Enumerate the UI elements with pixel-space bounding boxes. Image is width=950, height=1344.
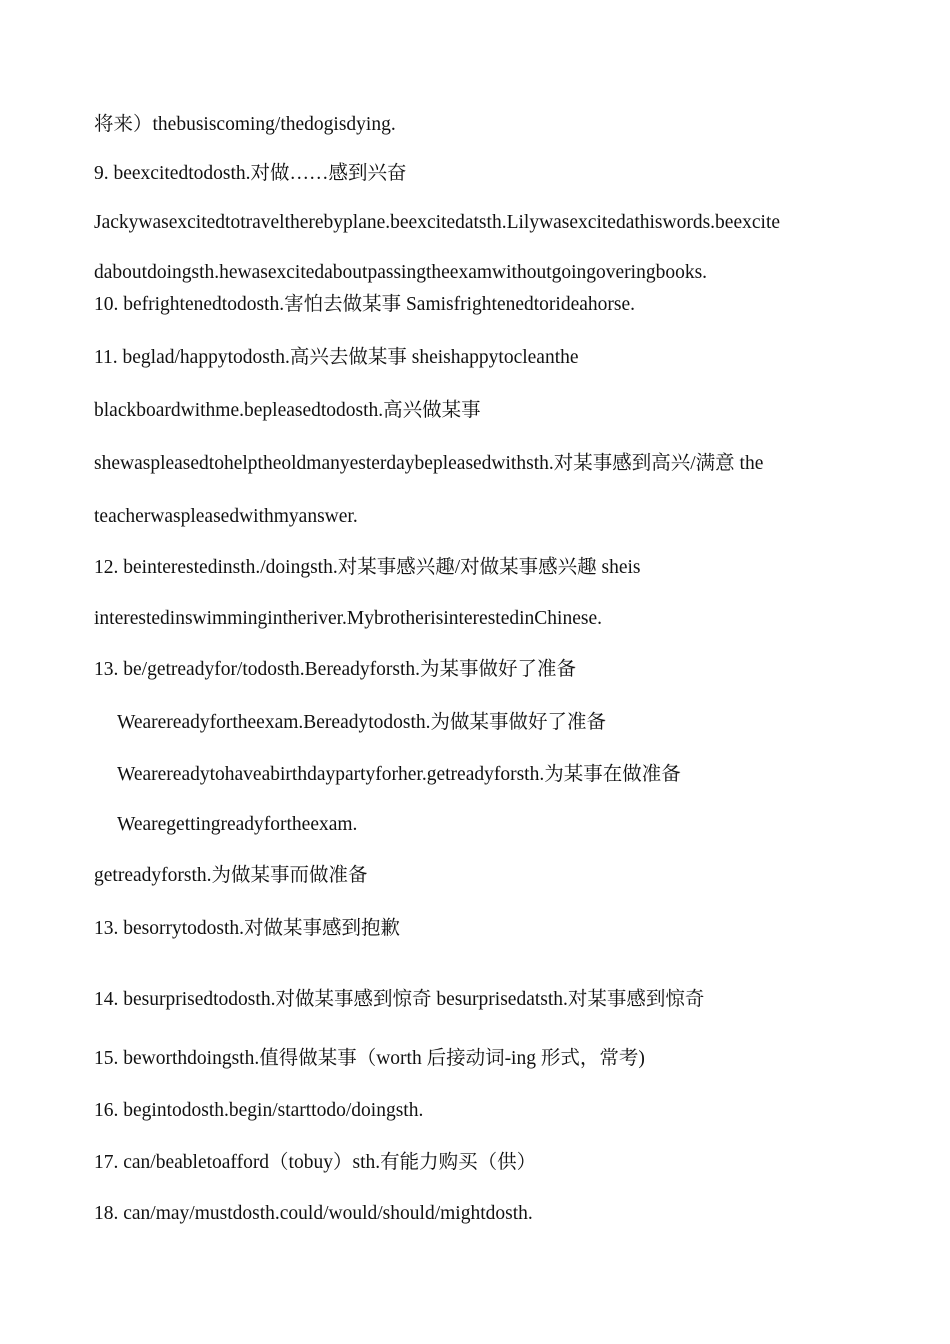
example-line: Wearereadyfortheexam.Bereadytodosth.为做某事做好了准备 xyxy=(117,712,607,733)
list-item-10: 10. befrightenedtodosth.害怕去做某事 Samisfrightenedtorideahorse. xyxy=(94,294,636,315)
text-line: getreadyforsth.为做某事而做准备 xyxy=(94,865,368,886)
text-line: 将来）thebusiscoming/thedogisdying. xyxy=(94,114,396,135)
text-line: daboutdoingsth.hewasexcitedaboutpassingtheexamwithoutgoingoveringbooks. xyxy=(94,262,708,283)
list-item-12: 12. beinterestedinsth./doingsth.对某事感兴趣/对做某事感兴趣 sheis xyxy=(94,557,641,578)
list-item-11: 11. beglad/happytodosth.高兴去做某事 sheishappytocleanthe xyxy=(94,347,579,368)
list-item-18: 18. can/may/mustdosth.could/would/should/mightdosth. xyxy=(94,1203,533,1224)
text-line: teacherwaspleasedwithmyanswer. xyxy=(94,506,358,527)
list-item-15: 15. beworthdoingsth.值得做某事（worth 后接动词-ing 形式，常考) xyxy=(94,1048,645,1069)
text-line: shewaspleasedtohelptheoldmanyesterdaybepleasedwithsth.对某事感到高兴/满意 the xyxy=(94,453,764,474)
list-item-9: 9. beexcitedtodosth.对做……感到兴奋 xyxy=(94,163,407,184)
list-item-13b: 13. besorrytodosth.对做某事感到抱歉 xyxy=(94,918,401,939)
text-line: Jackywasexcitedtotraveltherebyplane.beexcitedatsth.Lilywasexcitedathiswords.beexcite xyxy=(94,212,781,233)
list-item-14: 14. besurprisedtodosth.对做某事感到惊奇 besurprisedatsth.对某事感到惊奇 xyxy=(94,989,705,1010)
list-item-13: 13. be/getreadyfor/todosth.Bereadyforsth.为某事做好了准备 xyxy=(94,659,576,680)
list-item-16: 16. begintodosth.begin/starttodo/doingsth. xyxy=(94,1100,424,1121)
text-line: interestedinswimmingintheriver.MybrotherisinterestedinChinese. xyxy=(94,608,602,629)
example-line: Wearegettingreadyfortheexam. xyxy=(117,814,358,835)
example-line: Wearereadytohaveabirthdaypartyforher.getreadyforsth.为某事在做准备 xyxy=(117,764,681,785)
text-line: blackboardwithme.bepleasedtodosth.高兴做某事 xyxy=(94,400,481,421)
list-item-17: 17. can/beabletoafford（tobuy）sth.有能力购买（供） xyxy=(94,1152,537,1173)
